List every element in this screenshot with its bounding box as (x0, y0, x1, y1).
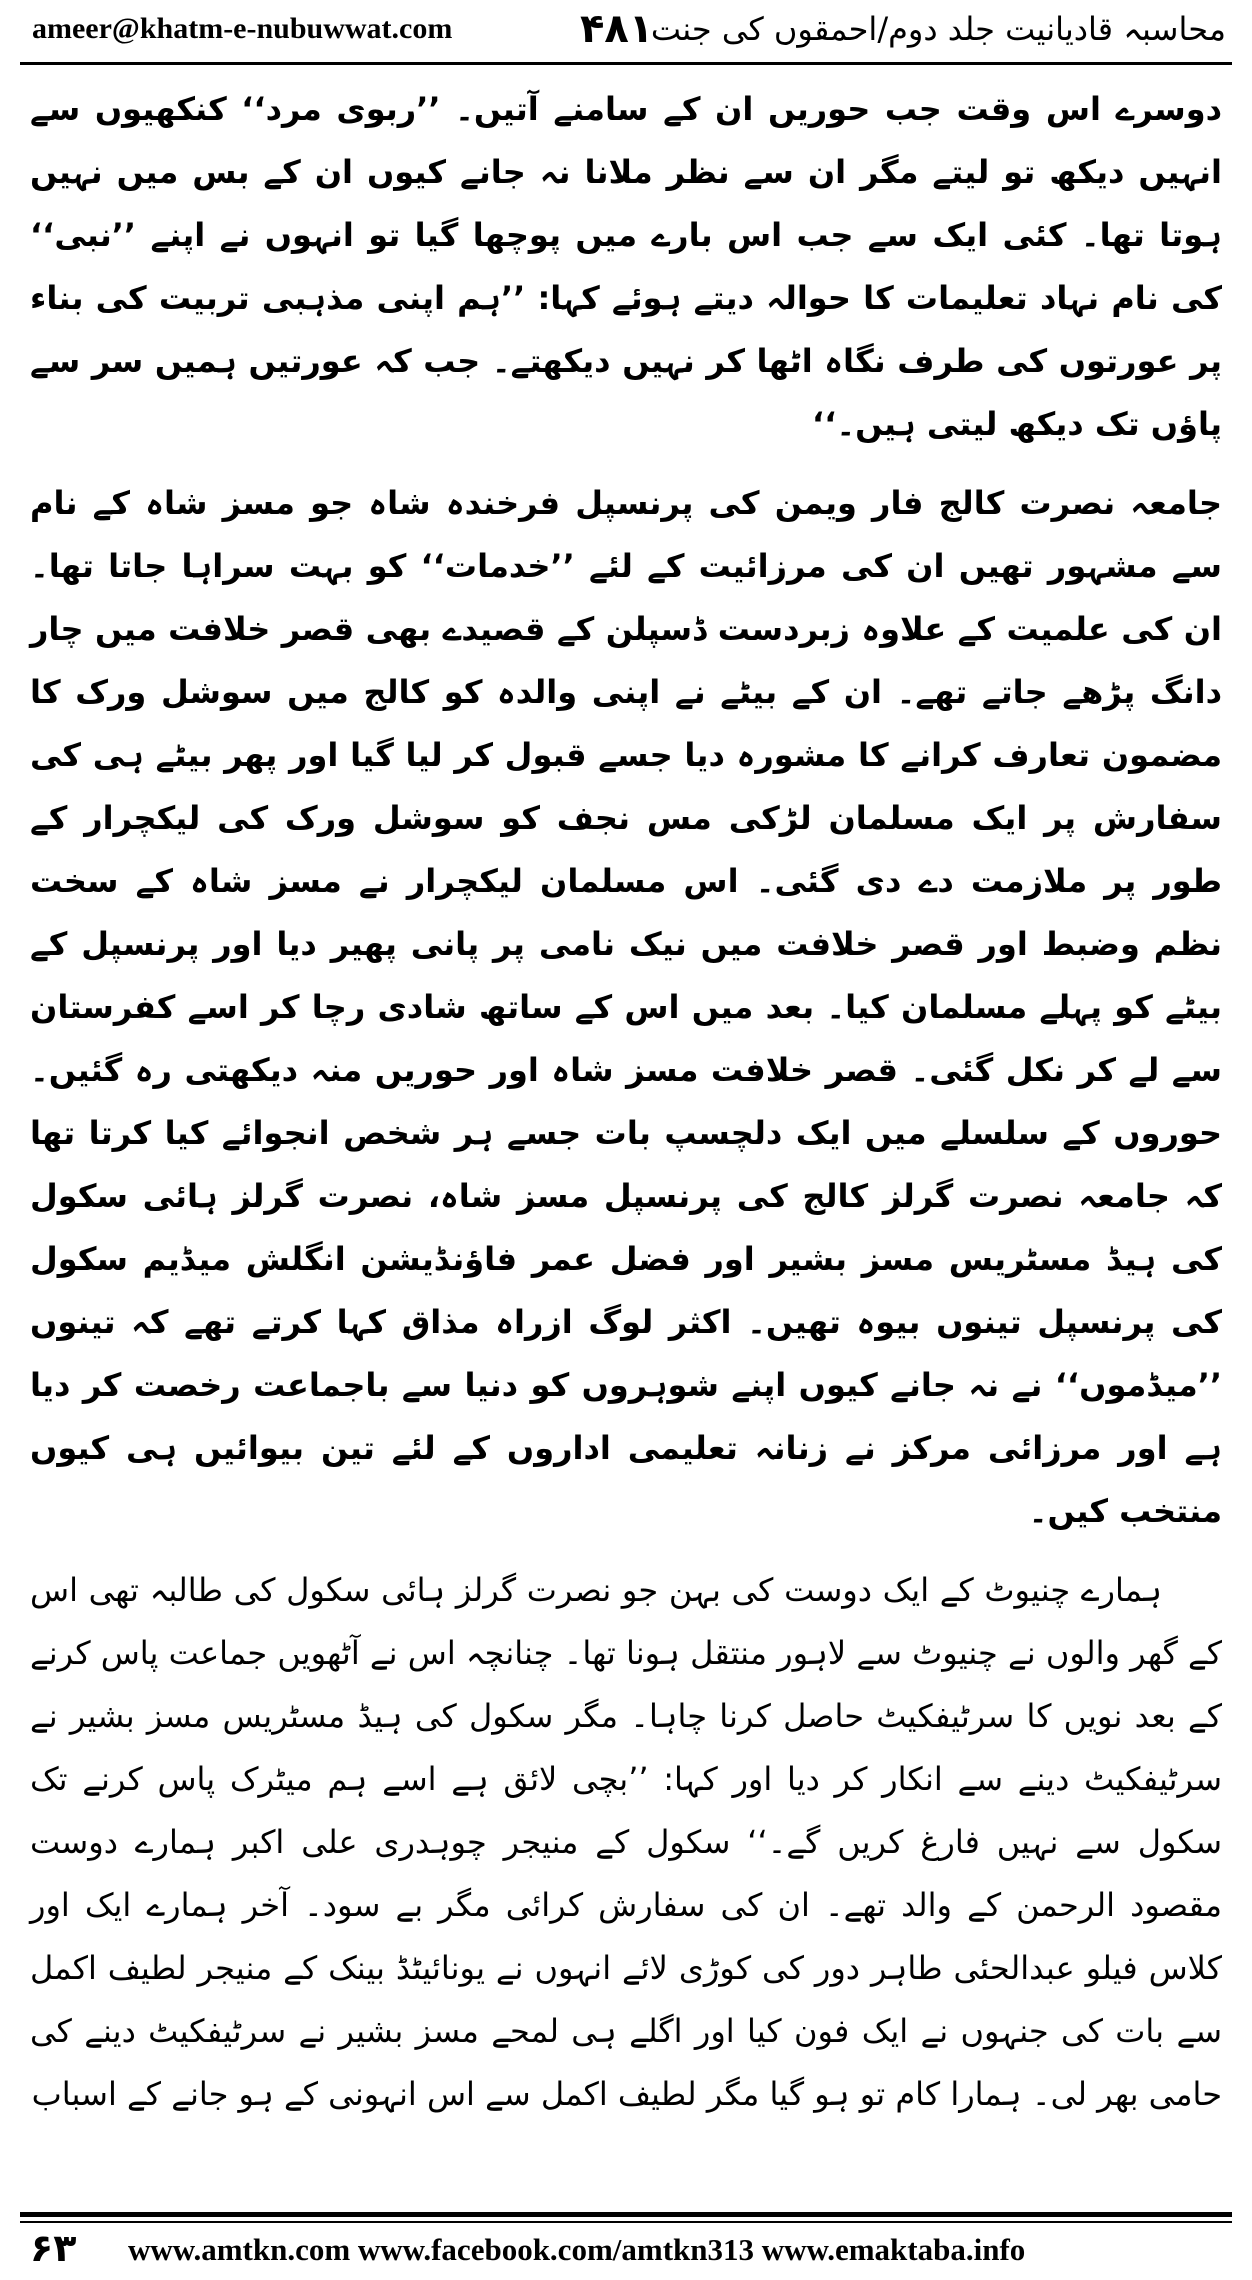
page-footer (20, 2226, 1232, 2276)
header-divider (20, 62, 1232, 65)
paragraph-2: جامعہ نصرت کالج فار ویمن کی پرنسپل فرخندہ شاہ جو مسز شاہ کے نام سے مشہور تھیں ان کی مرزائیت کے لئے ’’خدمات‘‘ کو بہت سراہا جاتا تھا۔ ان کی علمیت کے علاوہ زبردست ڈسپلن کے قصیدے بھی قصر خلافت میں چار دانگ پڑھے جاتے تھے۔ ان کے بیٹے نے اپنی والدہ کو کالج میں سوشل ورک کا مضمون تعارف کرانے کا مشورہ دیا جسے قبول کر لیا گیا اور پھر بیٹے ہی کی سفارش پر ایک مسلمان لڑکی مس نجف کو سوشل ورک کی لیکچرار کے طور پر ملازمت دے دی گئی۔ اس مسلمان لیکچرار نے مسز شاہ کے سخت نظم وضبط اور قصر خلافت میں نیک نامی پر پانی پھیر دیا اور پرنسپل کے بیٹے کو پہلے مسلمان کیا۔ بعد میں اس کے ساتھ شادی رچا کر اسے کفرستان سے لے کر نکل گئی۔ قصر خلافت مسز شاہ اور حوریں منہ دیکھتی رہ گئیں۔ حوروں کے سلسلے میں ایک دلچسپ بات جسے ہر شخص انجوائے کیا کرتا تھا کہ جامعہ نصرت گرلز کالج کی پرنسپل مسز شاہ، نصرت گرلز ہائی سکول کی ہیڈ مسٹریس مسز بشیر اور فضل عمر فاؤنڈیشن انگلش میڈیم سکول کی پرنسپل تینوں بیوہ تھیں۔ اکثر لوگ ازراہ مذاق کہا کرتے تھے کہ تینوں ’’میڈموں‘‘ نے نہ جانے کیوں اپنے شوہروں کو دنیا سے باجماعت رخصت کر دیا ہے اور مرزائی مرکز نے زنانہ تعلیمی اداروں کے لئے تین بیوائیں ہی کیوں منتخب کیں۔ (30, 484, 1223, 1530)
header-page-number: ۴۸۱ (580, 6, 654, 52)
header-book-title: محاسبہ قادیانیت جلد دوم/احمقوں کی جنت (650, 10, 1226, 48)
footer-links: www.amtkn.com www.facebook.com/amtkn313 www.emaktaba.info (128, 2232, 1026, 2267)
paragraph-1: دوسرے اس وقت جب حوریں ان کے سامنے آتیں۔ ’’ربوی مرد‘‘ کنکھیوں سے انہیں دیکھ تو لیتے مگر ان سے نظر ملانا نہ جانے کیوں ان کے بس میں نہیں ہوتا تھا۔ کئی ایک سے جب اس بارے میں پوچھا گیا تو انہوں نے اپنے ’’نبی‘‘ کی نام نہاد تعلیمات کا حوالہ دیتے ہوئے کہا: ’’ہم اپنی مذہبی تربیت کی بناء پر عورتوں کی طرف نگاہ اٹھا کر نہیں دیکھتے۔ جب کہ عورتیں ہمیں سر سے پاؤں تک دیکھ لیتی ہیں۔‘‘ (30, 90, 1222, 443)
footer-divider-thick (20, 2212, 1232, 2217)
page-header (20, 6, 1232, 60)
footer-page-number: ۶۳ (30, 2226, 77, 2270)
body-text (30, 78, 1222, 2126)
footer-divider-thin (20, 2221, 1232, 2223)
paragraph-3: ہمارے چنیوٹ کے ایک دوست کی بہن جو نصرت گرلز ہائی سکول کی طالبہ تھی اس کے گھر والوں نے چنیوٹ سے لاہور منتقل ہونا تھا۔ چنانچہ اس نے آٹھویں جماعت پاس کرنے کے بعد نویں کا سرٹیفکیٹ حاصل کرنا چاہا۔ مگر سکول کی ہیڈ مسٹریس مسز بشیر نے سرٹیفکیٹ دینے سے انکار کر دیا اور کہا: ’’بچی لائق ہے اسے ہم میٹرک پاس کرنے تک سکول سے نہیں فارغ کریں گے۔‘‘ سکول کے منیجر چوہدری علی اکبر ہمارے دوست مقصود الرحمن کے والد تھے۔ ان کی سفارش کرائی مگر بے سود۔ آخر ہمارے ایک اور کلاس فیلو عبدالحئی طاہر دور کی کوڑی لائے انہوں نے یونائیٹڈ بینک کے منیجر لطیف اکمل سے بات کی جنہوں نے ایک فون کیا اور اگلے ہی لمحے مسز بشیر نے سرٹیفکیٹ دینے کی حامی بھر لی۔ ہمارا کام تو ہو گیا مگر لطیف اکمل سے اس انہونی کے ہو جانے کے اسباب (30, 1571, 1222, 2113)
header-email: ameer@khatm-e-nubuwwat.com (32, 12, 453, 45)
